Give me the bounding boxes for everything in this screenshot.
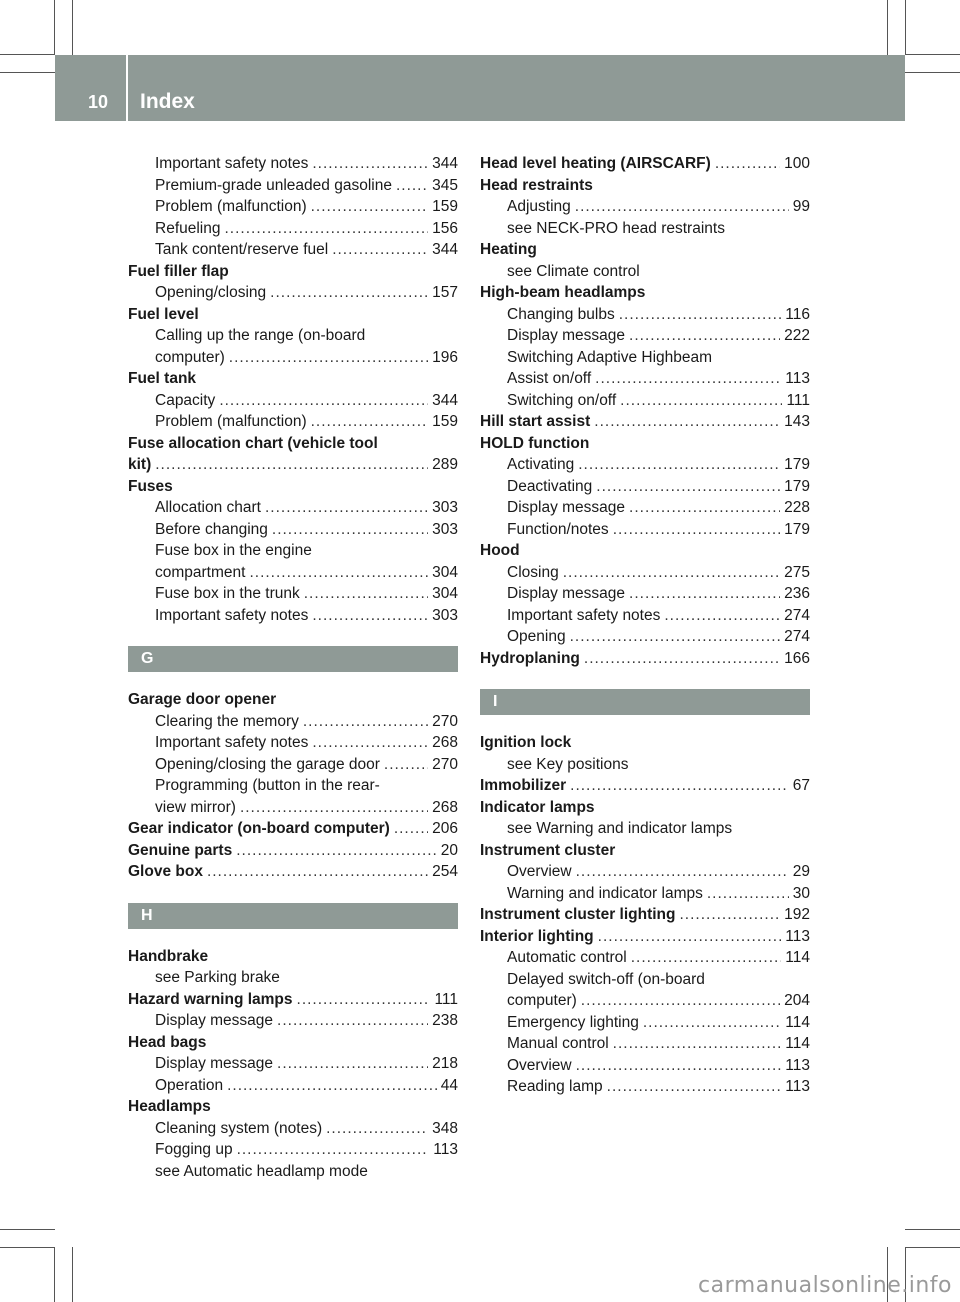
index-entry[interactable]: Cleaning system (notes) ..... 348 (128, 1118, 458, 1140)
index-entry[interactable]: Fuse box in the trunk ..... 304 (128, 583, 458, 605)
index-entry[interactable]: Capacity ..... 344 (128, 390, 458, 412)
index-heading: Handbrake (128, 947, 209, 965)
index-heading: High-beam headlamps (480, 284, 646, 301)
index-entry[interactable]: Function/notes ..... 179 (480, 519, 810, 541)
index-entry[interactable]: Display message ..... 238 (128, 1010, 458, 1032)
index-entry[interactable]: Activating ..... 179 (480, 454, 810, 476)
index-entry[interactable]: Important safety notes ..... 274 (480, 605, 810, 627)
index-see-reference[interactable]: see NECK-PRO head restraints (507, 219, 725, 237)
crop-mark (887, 0, 888, 55)
index-entry[interactable]: Display message ..... 222 (480, 325, 810, 347)
index-entry[interactable]: Operation ..... 44 (128, 1075, 458, 1097)
index-heading: Hood (480, 542, 520, 559)
crop-mark (0, 72, 55, 73)
index-entry[interactable]: Instrument cluster lighting ..... 192 (480, 904, 810, 926)
index-entry[interactable]: Opening ..... 274 (480, 626, 810, 648)
index-entry[interactable]: Hydroplaning ..... 166 (480, 648, 810, 670)
index-entry[interactable]: Tank content/reserve fuel ..... 344 (128, 239, 458, 261)
index-see-reference[interactable]: see Key positions (507, 755, 629, 773)
crop-mark (0, 1229, 55, 1230)
index-heading: Fuel filler flap (128, 262, 229, 280)
crop-mark (54, 1247, 55, 1302)
index-column-right (480, 153, 810, 1098)
index-entry[interactable]: Allocation chart ..... 303 (128, 497, 458, 519)
index-entry[interactable]: Automatic control ..... 114 (480, 947, 810, 969)
index-see-reference[interactable]: see Parking brake (155, 969, 280, 986)
index-heading: HOLD function (480, 434, 590, 452)
index-entry[interactable]: Display message ..... 228 (480, 497, 810, 519)
index-column-left (128, 153, 458, 1182)
index-entry[interactable]: Emergency lighting ..... 114 (480, 1012, 810, 1034)
index-entry[interactable]: Genuine parts ..... 20 (128, 840, 458, 862)
index-heading: Instrument cluster (480, 841, 616, 859)
index-entry-continued: Programming (button in the rear- (155, 777, 380, 794)
index-entry[interactable]: Adjusting ..... 99 (480, 196, 810, 218)
index-entry[interactable]: Important safety notes ..... 344 (128, 153, 458, 175)
index-entry[interactable]: Hazard warning lamps ..... 111 (128, 989, 458, 1011)
index-see-reference[interactable]: see Warning and indicator lamps (507, 820, 733, 837)
index-entry[interactable]: Closing ..... 275 (480, 562, 810, 584)
crop-mark (905, 72, 960, 73)
index-entry[interactable]: kit) ..... 289 (128, 454, 458, 476)
index-heading: Garage door opener (128, 691, 277, 708)
index-heading: Indicator lamps (480, 798, 595, 816)
section-letter-g: G (128, 646, 458, 672)
section-letter-i: I (480, 689, 810, 715)
index-see-reference[interactable]: see Automatic headlamp mode (155, 1162, 368, 1180)
crop-mark (905, 1247, 960, 1248)
index-entry[interactable]: Hill start assist ..... 143 (480, 411, 810, 433)
index-entry-continued: Delayed switch-off (on-board (507, 970, 705, 988)
index-entry[interactable]: Manual control ..... 114 (480, 1033, 810, 1055)
index-entry[interactable]: Premium-grade unleaded gasoline ..... 345 (128, 175, 458, 197)
index-entry[interactable]: Display message ..... 218 (128, 1053, 458, 1075)
index-entry[interactable]: Overview ..... 29 (480, 861, 810, 883)
index-entry[interactable]: compartment ..... 304 (128, 562, 458, 584)
index-entry[interactable]: Problem (malfunction) ..... 159 (128, 196, 458, 218)
index-entry[interactable]: computer) ..... 196 (128, 347, 458, 369)
index-entry[interactable]: Clearing the memory ..... 270 (128, 711, 458, 733)
watermark: carmanualsonline.info (698, 1273, 952, 1298)
index-entry[interactable]: Refueling ..... 156 (128, 218, 458, 240)
index-entry-continued: Fuse box in the engine (155, 542, 312, 559)
index-entry[interactable]: Important safety notes ..... 303 (128, 605, 458, 627)
crop-mark (54, 0, 55, 55)
index-heading: Ignition lock (480, 734, 572, 751)
index-entry[interactable]: Warning and indicator lamps ..... 30 (480, 883, 810, 905)
index-entry[interactable]: Fogging up ..... 113 (128, 1139, 458, 1161)
index-entry[interactable]: Before changing ..... 303 (128, 519, 458, 541)
crop-mark (0, 1247, 55, 1248)
index-entry[interactable]: Problem (malfunction) ..... 159 (128, 411, 458, 433)
header-divider (126, 55, 128, 121)
crop-mark (905, 1229, 960, 1230)
index-entry[interactable]: Display message ..... 236 (480, 583, 810, 605)
index-heading: Head bags (128, 1033, 207, 1051)
index-entry[interactable]: Switching on/off ..... 111 (480, 390, 810, 412)
index-entry[interactable]: Opening/closing ..... 157 (128, 282, 458, 304)
crop-mark (0, 54, 55, 55)
index-entry[interactable]: Overview ..... 113 (480, 1055, 810, 1077)
crop-mark (905, 0, 906, 55)
index-entry-continued: Calling up the range (on-board (155, 327, 366, 344)
index-entry[interactable]: Important safety notes ..... 268 (128, 732, 458, 754)
index-entry[interactable]: view mirror) ..... 268 (128, 797, 458, 819)
crop-mark (905, 54, 960, 55)
index-heading: Fuse allocation chart (vehicle tool (128, 434, 378, 452)
index-entry[interactable]: Immobilizer ..... 67 (480, 775, 810, 797)
crop-mark (72, 0, 73, 55)
index-see-reference[interactable]: see Climate control (507, 262, 640, 280)
index-entry[interactable]: Head level heating (AIRSCARF) ..... 100 (480, 153, 810, 175)
index-heading: Head restraints (480, 176, 593, 194)
section-letter-h: H (128, 903, 458, 929)
index-entry-continued: Switching Adaptive Highbeam (507, 348, 713, 366)
index-heading: Fuel level (128, 305, 199, 323)
index-heading: Fuel tank (128, 370, 197, 387)
index-entry[interactable]: Assist on/off ..... 113 (480, 368, 810, 390)
index-entry[interactable]: Glove box ..... 254 (128, 861, 458, 883)
index-entry[interactable]: computer) ..... 204 (480, 990, 810, 1012)
crop-mark (72, 1247, 73, 1302)
page-title: Index (140, 90, 195, 113)
index-heading: Heating (480, 241, 537, 258)
index-entry[interactable]: Interior lighting ..... 113 (480, 926, 810, 948)
index-entry[interactable]: Deactivating ..... 179 (480, 476, 810, 498)
index-entry[interactable]: Gear indicator (on-board computer) ..... 206 (128, 818, 458, 840)
index-heading: Fuses (128, 477, 173, 495)
index-entry[interactable]: Reading lamp ..... 113 (480, 1076, 810, 1098)
page-number: 10 (88, 92, 109, 112)
index-entry[interactable]: Opening/closing the garage door ..... 270 (128, 754, 458, 776)
index-heading: Headlamps (128, 1098, 211, 1115)
index-entry[interactable]: Changing bulbs ..... 116 (480, 304, 810, 326)
